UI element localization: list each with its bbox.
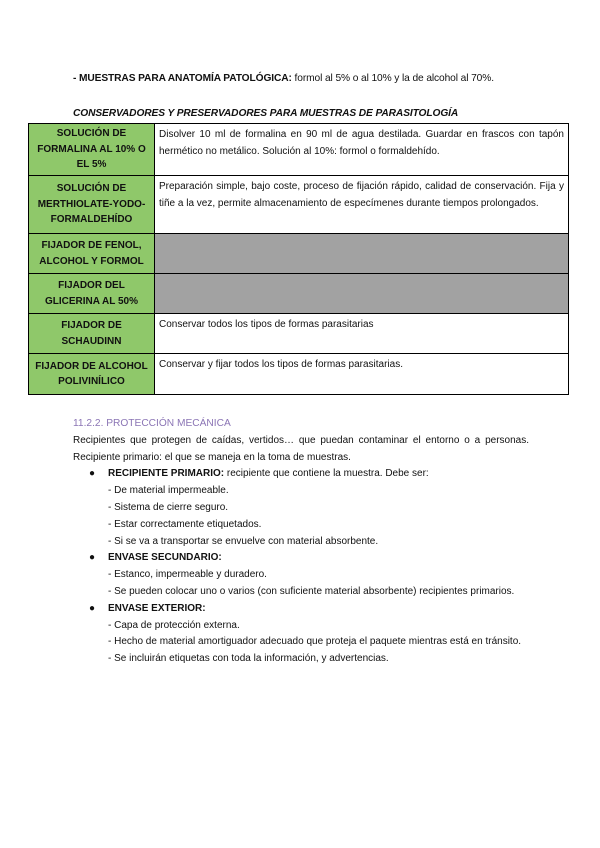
- bullet-dot-icon: ●: [89, 468, 96, 480]
- bullet-label: ENVASE SECUNDARIO:: [108, 552, 222, 564]
- table-row: [29, 314, 569, 354]
- list-item: - De material impermeable.: [108, 485, 229, 497]
- table-row: [29, 354, 569, 395]
- list-item: - Hecho de material amortiguador adecuado que proteja el paquete mientras está en tránsito.: [108, 636, 522, 648]
- muestras-anatomia-label: - MUESTRAS PARA ANATOMÍA PATOLÓGICA:: [73, 73, 292, 84]
- table-row: [29, 274, 569, 314]
- row-content: Disolver 10 ml de formalina en 90 ml de agua destilada. Guardar en frascos con tapón hermético no metálico. Solución al 10%: formol o formaldehído.: [155, 124, 569, 176]
- list-item: - Capa de protección externa.: [108, 619, 240, 631]
- row-header: SOLUCIÓN DE MERTHIOLATE-YODO-FORMALDEHÍDO: [29, 176, 155, 234]
- section-intro: Recipientes que protegen de caídas, vertidos… que puedan contaminar el entorno o a personas. Recipiente primario: el que se maneja en la toma de muestras.: [73, 434, 529, 463]
- table-row: [29, 234, 569, 274]
- section-title: 11.2.2. PROTECCIÓN MECÁNICA: [73, 418, 231, 429]
- muestras-anatomia-text: formol al 5% o al 10% y la de alcohol al 70%.: [291, 73, 494, 84]
- row-header: FIJADOR DE ALCOHOL POLIVINÍLICO: [29, 354, 155, 395]
- list-item: - Se pueden colocar uno o varios (con suficiente material absorbente) recipientes primarios.: [108, 585, 515, 597]
- list-item: - Se incluirán etiquetas con toda la información, y advertencias.: [108, 653, 389, 665]
- row-header: FIJADOR DE FENOL, ALCOHOL Y FORMOL: [29, 234, 155, 274]
- table-row: [29, 124, 569, 176]
- muestras-anatomia-line: [73, 73, 494, 84]
- row-header: FIJADOR DE SCHAUDINN: [29, 314, 155, 354]
- list-item: - Estar correctamente etiquetados.: [108, 518, 262, 530]
- row-content: Conservar todos los tipos de formas parasitarias: [155, 314, 569, 354]
- list-item: - Estanco, impermeable y duradero.: [108, 569, 267, 581]
- table-row: [29, 176, 569, 234]
- row-content: Conservar y fijar todos los tipos de formas parasitarias.: [155, 354, 569, 395]
- row-content: Preparación simple, bajo coste, proceso de fijación rápido, calidad de conservación. Fija y tiñe a la vez, permite almacenamiento de especímenes durante tiempos prolongados.: [155, 176, 569, 234]
- list-item: - Sistema de cierre seguro.: [108, 501, 229, 513]
- bullet-label: RECIPIENTE PRIMARIO:: [108, 468, 225, 480]
- proteccion-mecanica-section: [73, 416, 529, 668]
- bullet-envase-exterior: [73, 601, 529, 618]
- row-content-empty: [155, 274, 569, 314]
- bullet-envase-secundario: [73, 550, 529, 567]
- row-content-empty: [155, 234, 569, 274]
- row-header: FIJADOR DEL GLICERINA AL 50%: [29, 274, 155, 314]
- bullet-label: ENVASE EXTERIOR:: [108, 602, 206, 614]
- bullet-recipiente-primario: [73, 466, 529, 483]
- list-item: - Si se va a transportar se envuelve con material absorbente.: [108, 535, 379, 547]
- bullet-dot-icon: ●: [89, 552, 96, 564]
- row-header: SOLUCIÓN DE FORMALINA AL 10% O EL 5%: [29, 124, 155, 176]
- table-caption: CONSERVADORES Y PRESERVADORES PARA MUESTRAS DE PARASITOLOGÍA: [73, 108, 459, 119]
- bullet-text: recipiente que contiene la muestra. Debe ser:: [224, 468, 429, 480]
- bullet-dot-icon: ●: [89, 602, 96, 614]
- conservadores-table: [28, 123, 569, 395]
